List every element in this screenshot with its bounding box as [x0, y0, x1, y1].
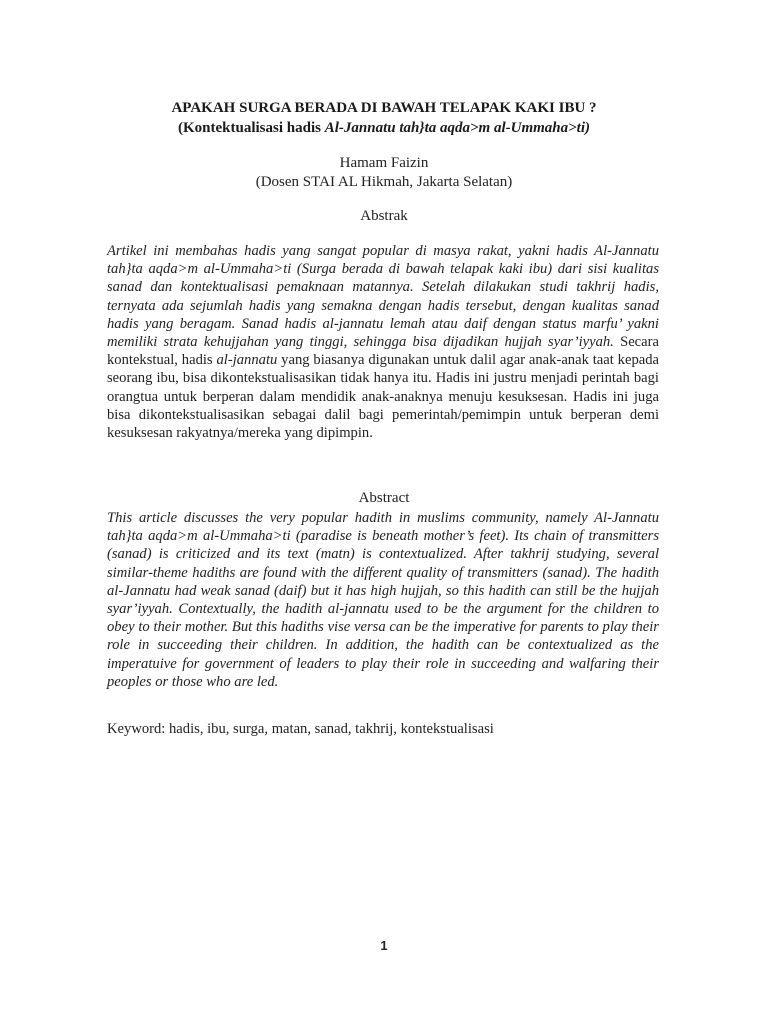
paper-title: APAKAH SURGA BERADA DI BAWAH TELAPAK KAKI IBU ?	[171, 100, 597, 116]
subtitle-prefix: (Kontektualisasi hadis	[178, 120, 325, 136]
abstract-italic-text: This article discusses the very popular hadith in muslims community, namely Al-Jannatu tah}ta aqda>m al-Ummaha>ti (paradise is beneath mother’s feet). Its chain of transmitters (sanad) is criticized and its text (matn) is contextualized. After takhrij studying, several similar-theme hadiths are found with the different quality of transmitters (sanad). The hadith al-Jannatu had weak sanad (daif) but it has high hujjah, so this hadith can still be the hujjah syar’iyyah. Contextually, the hadith al-jannatu used to be the argument for the children to obey to their mother. But this hadiths vise versa can be the imperative for parents to play their role in succeeding their children. In addition, the hadith can be contextualized as the imperatuive for government of leaders to play their role in succeeding and walfaring their peoples or those who are led.	[107, 510, 659, 690]
abstrak-italic-term: al-jannatu	[216, 352, 278, 369]
abstrak-italic-text: Artikel ini membahas hadis yang sangat popular di masya rakat, yakni hadis Al-Jannatu tah}ta aqda>m al-Ummaha>ti (Surga berada di bawah telapak kaki ibu) dari sisi kualitas sanad dan kontektualisasi pemaknaan matannya. Setelah dilakukan studi takhrij hadis, ternyata ada sejumlah hadis yang semakna dengan hadis tersebut, dengan kualitas sanad hadis yang beragam. Sanad hadis al-jannatu lemah atau daif dengan status marfu’ yakni memiliki strata kehujjahan yang tinggi, sehingga bisa dijadikan hujjah syar’iyyah.	[107, 243, 659, 351]
subtitle-italic: Al-Jannatu tah}ta aqda>m al-Ummaha>ti)	[324, 120, 590, 136]
abstrak-text-2: yang biasanya digunakan untuk dalil agar anak-anak taat kepada seorang ibu, bisa dikontekstualisasikan tidak hanya itu. Hadis ini justru menjadi perintah bagi orangtua untuk berperan dalam mendidik anak-anaknya menuju kesuksesan. Hadis ini juga bisa dikontekstualisasikan sebagai dalil bagi pemerintah/pemimpin untuk berperan demi kesuksesan rakyatnya/mereka yang dipimpin.	[107, 352, 659, 442]
author-affiliation: (Dosen STAI AL Hikmah, Jakarta Selatan)	[255, 174, 513, 190]
abstrak-heading: Abstrak	[360, 208, 408, 224]
paper-subtitle	[0, 120, 768, 137]
page-number: 1	[380, 938, 388, 953]
keywords: Keyword: hadis, ibu, surga, matan, sanad, takhrij, kontekstualisasi	[107, 721, 494, 737]
abstract-paragraph	[107, 509, 659, 691]
abstrak-text-1: Secara kontekstual, hadis	[107, 334, 659, 369]
abstrak-paragraph	[107, 242, 659, 442]
abstract-heading: Abstract	[358, 490, 410, 506]
author-name: Hamam Faizin	[339, 155, 429, 171]
